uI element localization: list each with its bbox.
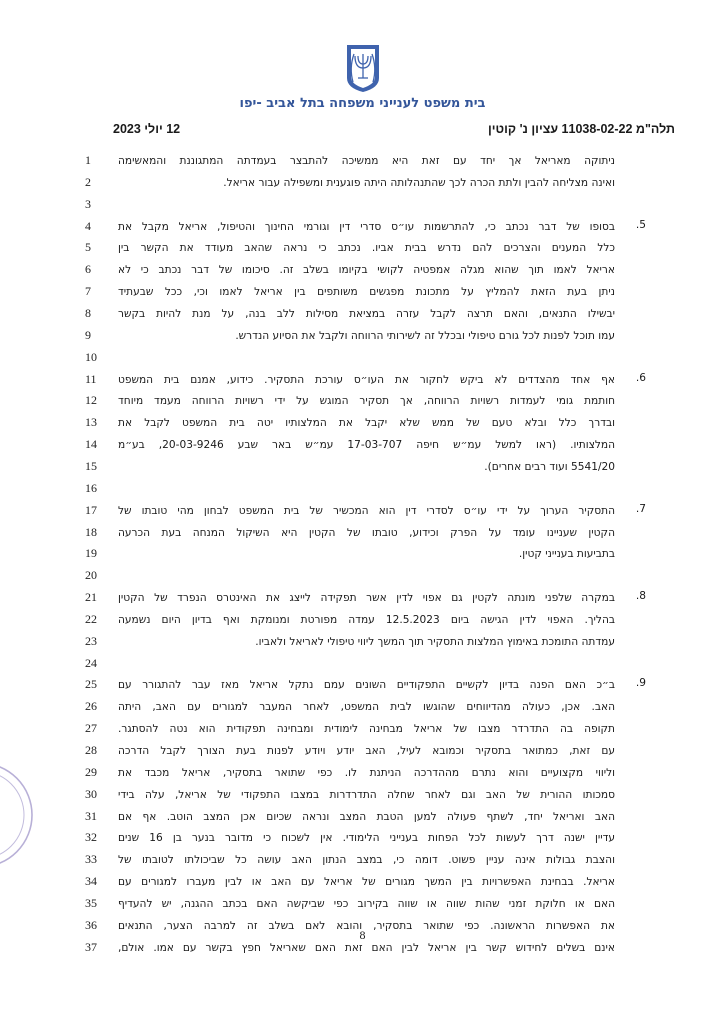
line-number: 22 [85,611,97,626]
line-number: 32 [85,830,97,845]
line-number: 23 [85,633,97,648]
line-text: תקופה בה התדרדר מצבו של אריאל מבחינה לימודית ומבחינה תפקודית הוא נטה להסתגר. [118,723,615,736]
paragraph-number: 9. [635,677,646,690]
line-text: סמכותו ההורית של האב וגם לאחר שחלה התדרדרות במצבו התפקודי של אריאל, עלה בידי [118,788,615,801]
line-number: 28 [85,743,97,757]
paragraph-number: 5. [635,218,646,231]
line-number: 10 [85,349,97,364]
line-text: עמדתה התומכת באימוץ המלצות התסקיר תוך המשך ליווי טיפולי לאריאל ולאביו. [255,635,615,648]
line-text: חותמת גומי לעמדות רשויות הרווחה, אך תסקיר המוגש על ידי רשויות הרווחה מעמד מיוחד [118,395,615,408]
line-number: 33 [85,852,97,867]
line-text: עם זאת, כמתואר בתסקיר וכמובא לעיל, האב יודע ויודע לפנות בעת הצורך לקבל הדרכה [118,745,615,757]
text-line [0,787,725,809]
line-number: 17 [85,502,97,517]
court-name: בית משפט לענייני משפחה בתל אביב -יפו [239,96,486,111]
line-number: 26 [85,699,97,714]
text-line [0,393,725,415]
text-line [0,743,725,765]
text-line [0,656,725,678]
line-number: 13 [85,415,97,430]
line-text: אף אחד מהצדדים לא ביקש לחקור את העו״ס עורכת התסקיר. כידוע, אמנם בית המשפט [118,373,615,386]
text-line [0,175,725,197]
text-line [0,197,725,219]
line-text: וליווי מקצועיים והוא נתרם מההדרכה הניתנת לו. כפי שתואר בתסקיר, אריאל מכבד את [118,766,615,779]
text-line [0,830,725,852]
line-number: 16 [85,480,97,495]
line-text: יבשילו התנאים, והאם תרצה לקבל עזרה במציאת מסילות ללב בנה, על מנת להיות בקשר [118,308,615,320]
line-text: 5541/20 ועוד רבים אחרים). [484,460,615,473]
page-number: 8 [359,928,366,942]
paragraph-number: 6. [635,371,646,384]
line-text: עדיין ישנה דרך לעשות לכל הפחות בענייני הלימודי. אין לשכוח כי מדובר בנער בן 16 שנים [118,832,615,845]
text-line [0,874,725,896]
line-text: ובדרך כלל ובלא טעם של ממש שלא יקבל את המלצותיו יטה בית המשפט לקבל את [118,417,615,430]
text-line [0,634,725,656]
paragraph-number: 7. [635,502,646,515]
line-number: 31 [85,808,97,823]
line-number: 3 [85,196,91,211]
text-line [0,852,725,874]
text-line [0,415,725,437]
line-number: 18 [85,524,97,539]
line-number: 19 [85,546,97,561]
text-line [0,503,725,525]
line-number: 24 [85,655,97,670]
line-number: 37 [85,939,97,954]
line-text: בסופו של דבר נכתב כי, להתרשמות עו״ס סדרי דין וגורמי החינוך והטיפול, אריאל מקבל את [118,220,615,233]
text-line [0,262,725,284]
text-line [0,153,725,175]
line-number: 29 [85,764,97,779]
line-number: 34 [85,874,97,889]
line-number: 35 [85,895,97,910]
text-line [0,699,725,721]
line-number: 25 [85,677,97,692]
line-number: 14 [85,437,97,452]
text-line [0,481,725,503]
state-emblem-icon [343,42,383,94]
line-number: 21 [85,590,97,604]
paragraph-number: 8. [635,590,646,602]
text-line [0,677,725,699]
line-text: בהליך. האפוי לדין הגישה ביום 12.5.2023 עמדה מפורטת ומנומקת ואף בדיון היום נשמעה [118,613,615,626]
line-text: ואינה מצליחה להבין ולתת הכרה לכך שהתנהלותה היתה פוגענית ומשפילה עבור אריאל. [223,176,615,189]
line-number: 30 [85,786,97,801]
line-number: 8 [85,306,91,320]
line-text: האב ואריאל יחד, לשתף פעולה למען הטבת המצב ונראה שכיום אכן המצב הוטב. אף אם [118,810,615,823]
line-text: את האפשרות הראשונה. כפי שתואר בתסקיר, והובא לאם בשלב זה למרבה הצער, התנאים [118,919,615,932]
line-text: והצבת גבולות אינה עניין פשוט. דומה כי, במצב הנתון האב עושה כל שביכולתו לטובתו של [118,854,615,867]
line-text: הקטין שעניינו עומד על הפרק וכידוע, טובתו של הקטין היא השיקול המנחה בעת הכרעה [118,526,615,539]
line-text: עמו תוכל לפנות לכל גורם טיפולי ובכלל זה לשירותי הרווחה ולקבל את הסיוע הנדרש. [235,329,615,342]
text-line [0,896,725,918]
case-reference: תלה"מ 11038-02-22 עציון נ' קוטין [488,122,675,136]
text-line [0,350,725,372]
line-number: 1 [85,153,91,167]
text-line [0,437,725,459]
case-header [113,122,675,140]
text-line [0,372,725,394]
line-number: 15 [85,458,97,473]
text-line [0,525,725,547]
line-number: 4 [85,218,91,233]
text-line [0,219,725,241]
court-stamp-icon [0,755,40,875]
line-number: 20 [85,568,97,583]
text-line [0,546,725,568]
line-number: 6 [85,262,91,277]
text-line [0,306,725,328]
line-text: בתביעות בענייני קטין. [518,548,615,561]
line-text: ניתוקה מאריאל אך יחד עם זאת היא ממשיכה להתבצר בעמדתה המתגוננת והמאשימה [118,155,615,167]
line-text: האם או חלוקת זמני שהות שווה או שווה בקירוב כפי שביקשה האם בכתב ההגנה, יש להעדיף [118,897,615,910]
line-number: 12 [85,393,97,408]
line-text: המלצותיו. (ראו למשל עמ״ש חיפה 17-03-707 עמ״ש באר שבע 20-03-9246, בע״מ [118,439,615,452]
line-text: אינם בשלים לחידוש קשר בין אריאל לבין האם זאת האם שאריאל חפץ בקשר עם אמו. אולם, [118,941,615,954]
line-text: ב״כ האם הפנה בדיון לקשיים התפקודיים השונים עמם נתקל אריאל מאז עבר להתגורר עם [118,679,615,692]
line-text: התסקיר הערוך על ידי עו״ס לסדרי דין הוא המכשיר של בית המשפט לבחון מהי טובתו של [118,504,615,517]
hearing-date: 12 יולי 2023 [113,122,181,136]
line-number: 36 [85,917,97,932]
text-line [0,765,725,787]
text-line [0,459,725,481]
line-text: ניתן בעת הזאת להמליץ על מתכונת מפגשים משותפים בין אריאל לאמו וכי, ככל שבעתיד [118,286,615,299]
line-text: כלל המענים והצרכים להם נדרש בבית אביו. נכתב כי נראה שהאב מעודד את הקשר בין [118,242,615,255]
text-line [0,328,725,350]
text-line [0,809,725,831]
text-line [0,240,725,262]
text-line [0,568,725,590]
line-number: 2 [85,174,91,189]
line-number: 7 [85,284,91,299]
text-line [0,721,725,743]
text-line [0,590,725,612]
line-text: במקרה שלפני מונתה לקטין גם אפוי לדין אשר תפקידה לייצג את האינטרס הנפרד של הקטין [118,592,615,604]
line-number: 5 [85,240,91,255]
text-line [0,612,725,634]
line-number: 9 [85,327,91,342]
line-text: האב. אכן, כעולה מהדיווחים שהוגשו לבית המשפט, לאחר המעבר למגורים עם האב, היתה [118,701,615,714]
line-text: אריאל לאמו תוך שהוא מגלה אמפטיה לקושי בקיומו בשלב זה. סיכומו של דבר נכתב כי לא [118,264,615,277]
line-number: 27 [85,721,97,736]
line-text: אריאל. בבחינת האפשרויות בין המשך מגורים של אריאל עם האב או לבין מעברו למגורים עם [118,876,615,889]
line-number: 11 [85,371,97,386]
text-line [0,284,725,306]
